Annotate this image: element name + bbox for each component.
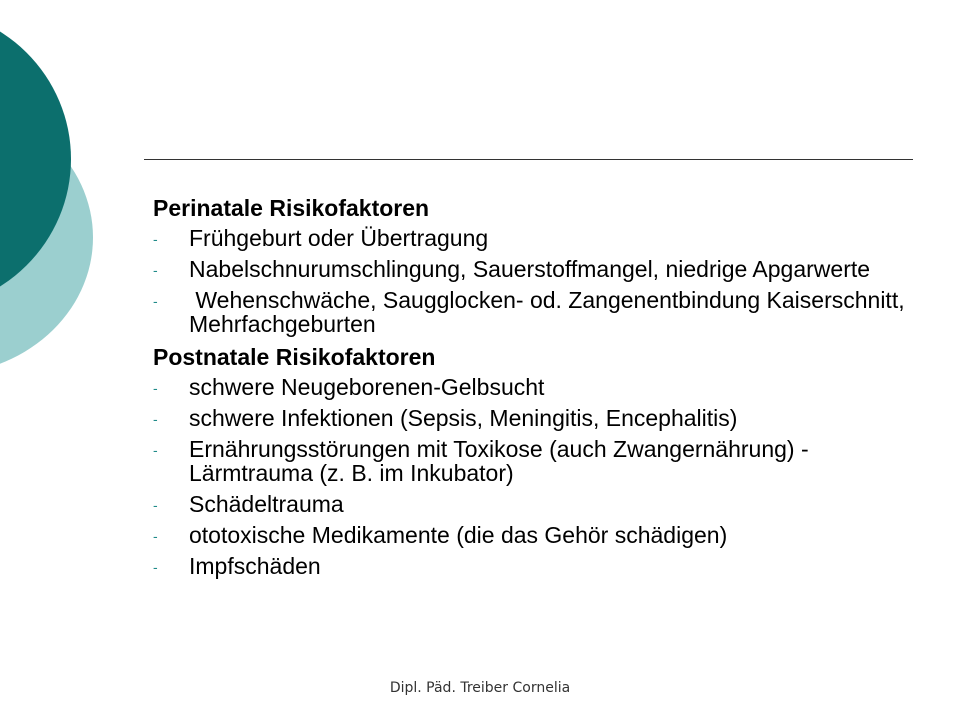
bullet-dash: - [153, 559, 158, 575]
bullet-dash: - [153, 442, 158, 458]
bullet-dash: - [153, 231, 158, 247]
list-item-text: Ernährungsstörungen mit Toxikose (auch Zwangernährung) - Lärmtrauma (z. B. im Inkubator) [189, 436, 809, 486]
list-item-text: schwere Neugeborenen-Gelbsucht [189, 374, 545, 400]
list-item-text: Impfschäden [189, 553, 321, 579]
list-item [153, 554, 933, 578]
list-item [153, 257, 933, 281]
slide-footer: Dipl. Päd. Treiber Cornelia [389, 680, 571, 696]
bullet-dash: - [153, 293, 158, 309]
list-item [153, 226, 933, 250]
bullet-dash: - [153, 497, 158, 513]
list-item-text: ototoxische Medikamente (die das Gehör schädigen) [189, 522, 728, 548]
slide-body [153, 194, 933, 585]
list-item-text: Wehenschwäche, Saugglocken- od. Zangenentbindung Kaiserschnitt, Mehrfachgeburten [189, 287, 911, 337]
list-item-text: Frühgeburt oder Übertragung [189, 225, 489, 251]
bullet-dash: - [153, 528, 158, 544]
list-item [153, 406, 933, 430]
list-item-text: schwere Infektionen (Sepsis, Meningitis, Encephalitis) [189, 405, 738, 431]
list-item [153, 523, 933, 547]
list-item [153, 437, 933, 485]
section-heading-perinatal: Perinatale Risikofaktoren [153, 195, 430, 221]
section-heading-postnatal: Postnatale Risikofaktoren [153, 344, 436, 370]
title-divider [144, 159, 913, 160]
bullet-dash: - [153, 262, 158, 278]
list-item-text: Nabelschnurumschlingung, Sauerstoffmangel, niedrige Apgarwerte [189, 256, 871, 282]
list-item-text: Schädeltrauma [189, 491, 344, 517]
list-item [153, 492, 933, 516]
bullet-dash: - [153, 380, 158, 396]
bullet-dash: - [153, 411, 158, 427]
list-item [153, 288, 933, 336]
list-item [153, 375, 933, 399]
